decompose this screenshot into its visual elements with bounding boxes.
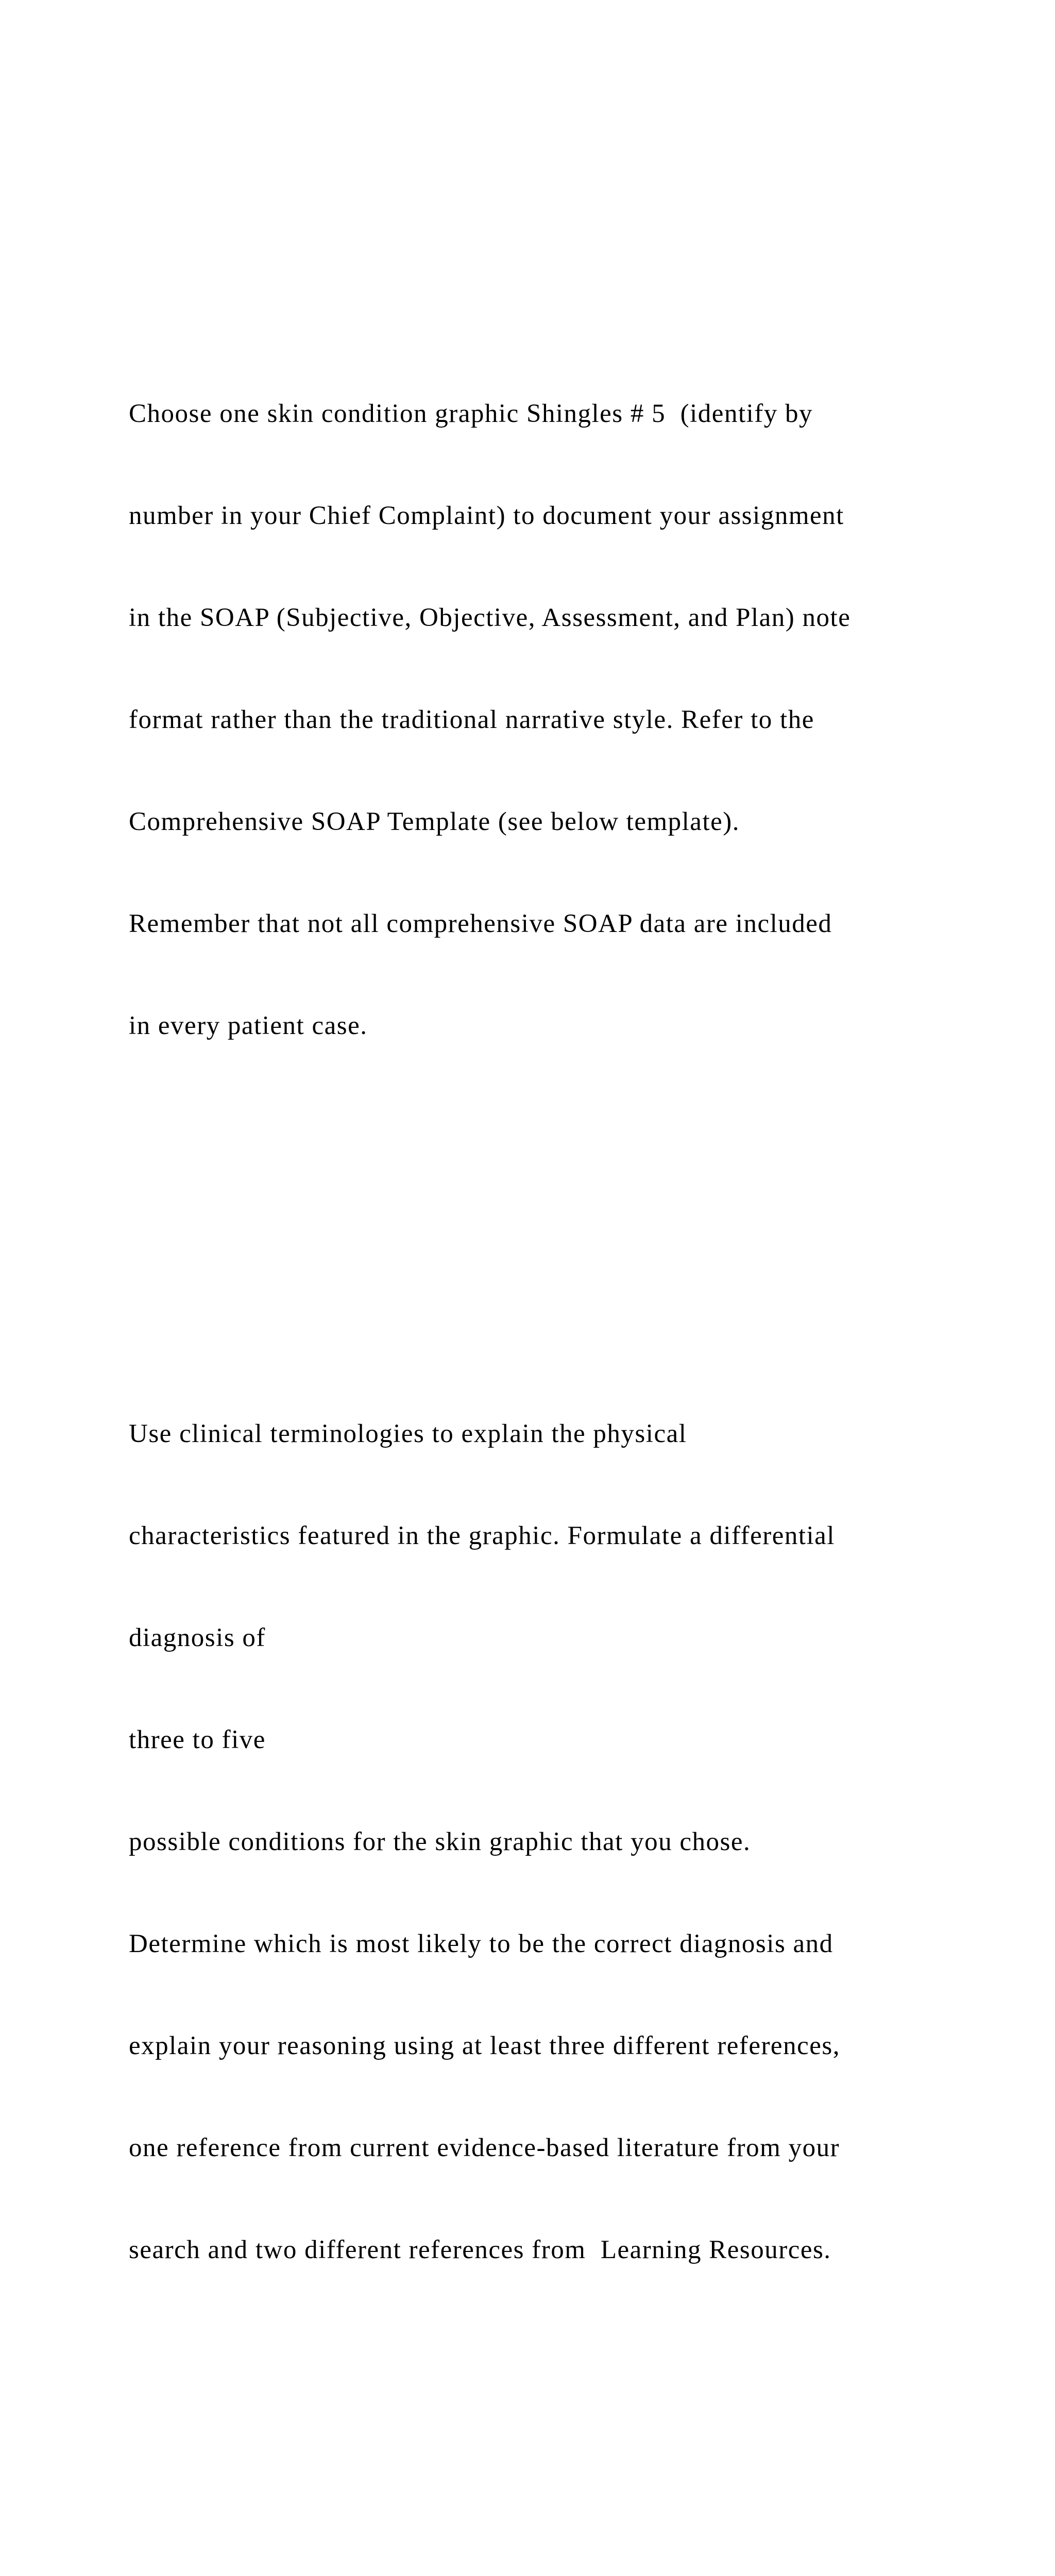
instructions-line: search and two different references from Learning Resources. [129,2235,831,2264]
intro-line: Comprehensive SOAP Template (see below template). [129,807,740,836]
intro-line: number in your Chief Complaint) to document your assignment [129,501,844,530]
paragraph-spacer [129,1213,974,1247]
document-body [129,227,974,2576]
instructions-line: Determine which is most likely to be the correct diagnosis and [129,1929,833,1958]
instructions-line: characteristics featured in the graphic. Formulate a differential [129,1521,835,1550]
intro-line: Choose one skin condition graphic Shingles # 5 (identify by [129,399,813,428]
intro-line: format rather than the traditional narrative style. Refer to the [129,705,814,734]
instructions-paragraph [129,1349,974,2335]
intro-line: Remember that not all comprehensive SOAP data are included [129,909,832,938]
intro-line: in every patient case. [129,1011,368,1040]
instructions-line: three to five [129,1725,266,1754]
intro-line: in the SOAP (Subjective, Objective, Assessment, and Plan) note [129,603,851,632]
instructions-line: Use clinical terminologies to explain the physical [129,1419,687,1448]
instructions-line: explain your reasoning using at least three different references, [129,2031,840,2060]
paragraph-spacer [129,2437,974,2505]
instructions-line: possible conditions for the skin graphic that you chose. [129,1827,751,1856]
instructions-line: one reference from current evidence-based literature from your [129,2133,840,2162]
intro-paragraph [129,329,974,1111]
instructions-line: diagnosis of [129,1623,266,1652]
